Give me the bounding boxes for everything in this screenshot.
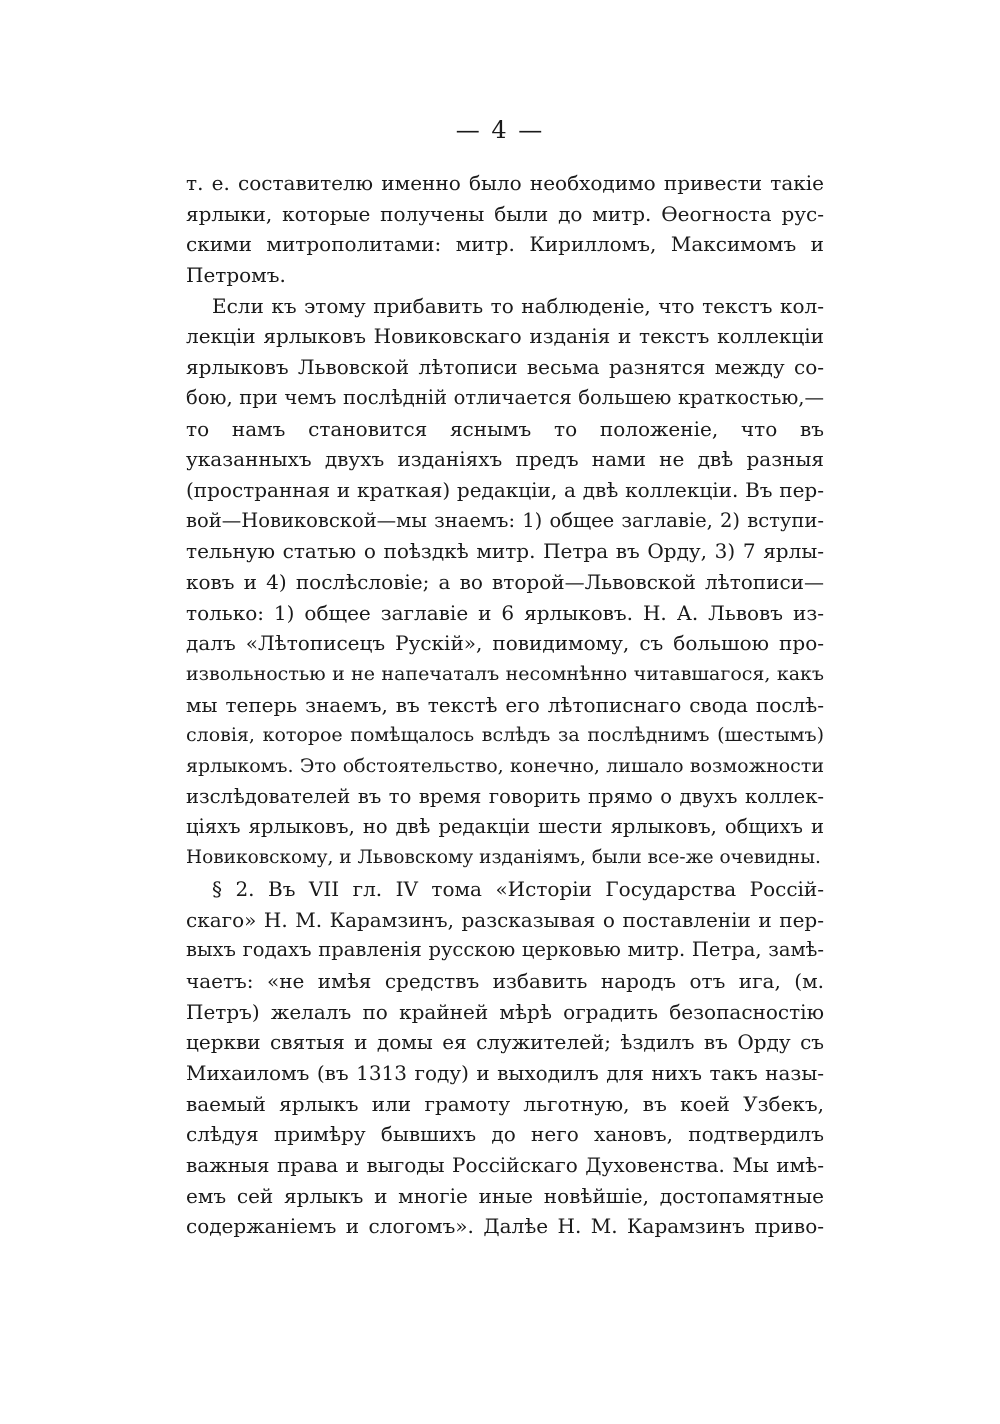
text-line: бою, при чемъ послѣдній отличается большею краткостью,— xyxy=(186,385,824,409)
body-text xyxy=(186,168,824,1242)
text-line: емъ сей ярлыкъ и многіе иные новѣйшіе, достопамятные xyxy=(186,1183,824,1208)
text-line: только: 1) общее заглавіе и 6 ярлыковъ. Н. А. Львовъ из- xyxy=(186,600,824,625)
text-line: скаго» Н. М. Карамзинъ, разсказывая о поставленіи и пер- xyxy=(186,907,824,932)
text-line: ярлыки, которые получены были до митр. Ѳеогноста рус- xyxy=(186,201,824,226)
text-line: Если къ этому прибавить то наблюденіе, что текстъ кол- xyxy=(212,293,824,318)
text-line: (пространная и краткая) редакціи, а двѣ коллекціи. Въ пер- xyxy=(186,477,824,502)
text-line: вой—Новиковской—мы знаемъ: 1) общее заглавіе, 2) вступи- xyxy=(186,508,824,532)
text-line: Михаиломъ (въ 1313 году) и выходилъ для нихъ такъ назы- xyxy=(186,1060,824,1085)
text-line: важныя права и выгоды Россійскаго Духовенства. Мы имѣ- xyxy=(186,1153,824,1177)
page-number: — 4 — xyxy=(455,116,545,144)
text-line: словія, которое помѣщалось вслѣдъ за послѣднимъ (шестымъ) xyxy=(186,724,824,747)
text-line: выхъ годахъ правленія русскою церковью митр. Петра, замѣ- xyxy=(186,938,824,962)
text-line: слѣдуя примѣру бывшихъ до него хановъ, подтвердилъ xyxy=(186,1122,824,1147)
text-line: т. е. составителю именно было необходимо привести такіе xyxy=(186,171,824,195)
text-line: скими митрополитами: митр. Кирилломъ, Максимомъ и xyxy=(186,232,824,257)
text-line: содержаніемъ и слогомъ». Далѣе Н. М. Карамзинъ приво- xyxy=(186,1214,824,1239)
text-line: Петръ) желалъ по крайней мѣрѣ оградить безопасностію xyxy=(186,999,824,1024)
text-line: ціяхъ ярлыковъ, но двѣ редакціи шести ярлыковъ, общихъ и xyxy=(186,815,824,839)
text-line: ваемый ярлыкъ или грамоту льготную, въ коей Узбекъ, xyxy=(186,1091,824,1116)
text-line: ярлыковъ Львовской лѣтописи весьма разнятся между со- xyxy=(186,355,824,380)
text-line: далъ «Лѣтописецъ Рускій», повидимому, съ большою про- xyxy=(186,631,824,656)
text-line: тельную статью о поѣздкѣ митр. Петра въ Орду, 3) 7 ярлы- xyxy=(186,539,824,564)
text-line: указанныхъ двухъ изданіяхъ предъ нами не двѣ разныя xyxy=(186,447,824,472)
text-line: ковъ и 4) послѣсловіе; а во второй—Львовской лѣтописи— xyxy=(186,569,824,594)
text-line: то намъ становится яснымъ то положеніе, что въ xyxy=(186,416,824,441)
text-line: Петромъ. xyxy=(186,263,286,288)
text-line: Новиковскому, и Львовскому изданіямъ, были все-же очевидны. xyxy=(186,847,821,869)
text-line: мы теперь знаемъ, въ текстѣ его лѣтописнаго свода послѣ- xyxy=(186,692,824,717)
text-line: ярлыкомъ. Это обстоятельство, конечно, лишало возможности xyxy=(186,755,824,778)
text-line: церкви святыя и домы ея служителей; ѣздилъ въ Орду съ xyxy=(186,1030,824,1055)
text-line: изслѣдователей въ то время говорить прямо о двухъ коллек- xyxy=(186,784,824,808)
text-line: извольностью и не напечаталъ несомнѣнно читавшагося, какъ xyxy=(186,663,824,685)
text-line: § 2. Въ VII гл. IV тома «Исторіи Государства Россій- xyxy=(212,876,824,901)
text-line: лекціи ярлыковъ Новиковскаго изданія и текстъ коллекціи xyxy=(186,324,824,349)
text-line: чаетъ: «не имѣя средствъ избавить народъ отъ ига, (м. xyxy=(186,968,824,993)
